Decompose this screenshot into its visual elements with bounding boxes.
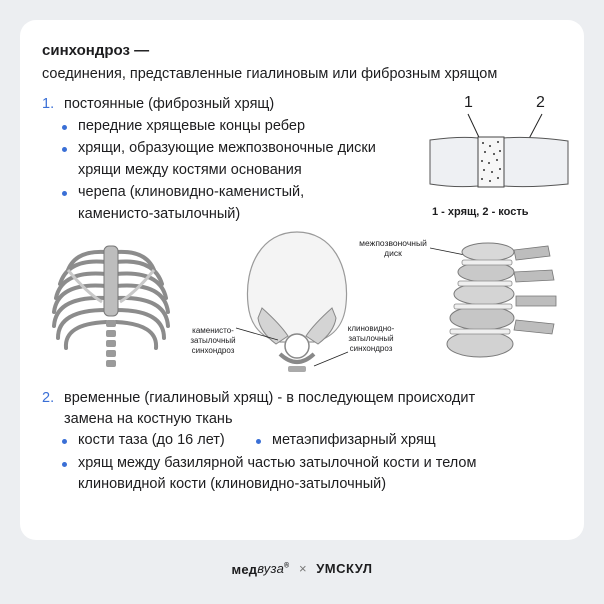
brand-logo-medvuza [232, 561, 290, 577]
bullet-dot [62, 191, 67, 196]
section2-bullet-3-line1: хрящ между базилярной частью затылочной кости и телом [78, 455, 477, 471]
section2-number: 2. [42, 390, 55, 406]
section1-bullet-1: передние хрящевые концы ребер [78, 118, 306, 134]
spine-label-line1: межпозвоночный [359, 238, 427, 248]
skull-left-label-line2: затылочный [190, 336, 236, 345]
skull-right-label-line1: клиновидно- [347, 324, 395, 333]
spine-label-line2: диск [384, 248, 402, 258]
skull-left-label-line1: каменисто- [192, 326, 234, 335]
page-title: синхондроз — [42, 42, 150, 59]
bullet-dot [62, 462, 67, 467]
diagram-caption: 1 - хрящ, 2 - кость [432, 206, 529, 218]
separator-icon: × [298, 561, 307, 577]
skull-left-pointer [234, 324, 284, 344]
skull-right-pointer [312, 350, 352, 370]
section2-heading-line2: замена на костную ткань [64, 411, 233, 427]
skull-left-label-line3: синхондроз [191, 346, 235, 355]
skull-right-label-line2: затылочный [348, 334, 394, 343]
page-subtitle: соединения, представленные гиалиновым или фиброзным хрящом [42, 66, 498, 82]
brand-logo-part-a: мед [231, 561, 258, 577]
bullet-dot [62, 125, 67, 130]
registered-mark: ® [284, 562, 290, 570]
footer-branding [0, 560, 604, 577]
section1-bullet-5: каменисто-затылочный) [78, 206, 241, 222]
section2-bullet-3-line2: клиновидной кости (клиновидно-затылочный) [78, 476, 387, 492]
brand-logo-part-b: вуза [257, 560, 284, 576]
section2-bullet-1: кости таза (до 16 лет) [78, 432, 225, 448]
section1-bullet-4: черепа (клиновидно-каменистый, [78, 184, 305, 200]
section1-heading: постоянные (фиброзный хрящ) [64, 96, 275, 112]
section1-bullet-2: хрящи, образующие межпозвоночные диски [78, 140, 376, 156]
spine-illustration [430, 228, 560, 378]
spine-label [350, 238, 436, 258]
section1-number: 1. [42, 96, 55, 112]
diagram-label-2: 2 [536, 94, 545, 111]
rib-cage-illustration [46, 232, 176, 372]
content-card [20, 20, 584, 540]
bullet-dot [62, 147, 67, 152]
bullet-dot [62, 439, 67, 444]
synchondrosis-diagram [420, 108, 570, 198]
skull-right-label-line3: синхондроз [349, 344, 393, 353]
diagram-label-1: 1 [464, 94, 473, 111]
bullet-dot [256, 439, 261, 444]
brand-logo-umskul: УМСКУЛ [316, 561, 373, 577]
section2-heading-line1: временные (гиалиновый хрящ) - в последующем происходит [64, 390, 476, 406]
section1-bullet-3: хрящи между костями основания [78, 162, 302, 178]
section2-bullet-2: метаэпифизарный хрящ [272, 432, 436, 448]
